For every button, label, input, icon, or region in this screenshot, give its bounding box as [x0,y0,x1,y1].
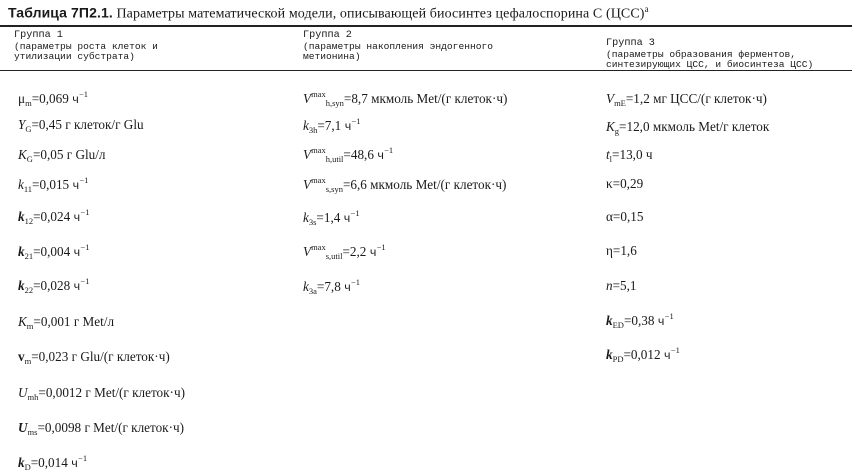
param-k-d: $k_D=0,014$ $ч^{-1}$ [18,453,88,472]
param-t-l: $t_l=13,0$ ч [606,147,653,164]
param-vmax-s-util: $V^{max}_{s,util}=2,2$ $ч^{-1}$ [303,242,386,261]
param-k-g-met: $K_g=12,0$ мкмоль Met/г клеток [606,119,770,136]
param-k-m: $K_m=0,001$ г Met/л [18,314,115,331]
param-vmax-h-syn: $V^{max}_{h,syn}=8,7$ мкмоль Met/(г клеток·ч) [303,89,508,108]
group-2-header [303,31,493,63]
param-k-pd: $k_{PD}=0,012$ $ч^{-1}$ [606,345,680,364]
param-vmax-s-syn: $V^{max}_{s,syn}=6,6$ мкмоль Met/(г клеток·ч) [303,175,507,194]
param-k3s: $k_{3s}=1,4$ $ч^{-1}$ [303,208,360,227]
param-k11: $k_{11}=0,015$ $ч^{-1}$ [18,175,89,194]
group-1-name: Группа 1 [14,30,63,41]
param-k12: $k_{12}=0,024$ $ч^{-1}$ [18,207,90,226]
group-3-desc-line2: синтезирующих ЦСС, и биосинтеза ЦСС) [606,59,814,70]
param-y-g: $Y_G=0,45$ г клеток/г Glu [18,117,144,134]
group-2-desc-line2: метионина) [303,51,361,62]
param-n: n=5,1 [606,278,637,293]
table-title [8,4,649,23]
param-k3a: $k_{3a}=7,8$ $ч^{-1}$ [303,277,361,296]
top-rule [0,25,852,27]
param-k-ed: $k_{ED}=0,38$ $ч^{-1}$ [606,311,674,330]
param-u-ms: $U_{ms}=0,0098$ г Met/(г клеток·ч) [18,420,185,437]
group-3-header [606,39,813,71]
param-eta: η=1,6 [606,243,637,258]
footnote-mark: а [644,4,649,14]
param-u-mh: $U_{mh}=0,0012$ г Met/(г клеток·ч) [18,385,185,402]
group-2-name: Группа 2 [303,30,352,41]
param-v-m: $v_m=0,023$ г Glu/(г клеток·ч) [18,349,170,366]
param-kappa: κ=0,29 [606,176,644,191]
param-k21: $k_{21}=0,004$ $ч^{-1}$ [18,242,90,261]
param-mu-m: $\mu_m=0,069$ $ч^{-1}$ [18,89,89,108]
param-k22: $k_{22}=0,028$ $ч^{-1}$ [18,276,90,295]
param-vmax-h-util: $V^{max}_{h,util}=48,6$ $ч^{-1}$ [303,145,394,164]
param-k3h: $k_{3h}=7,1$ $ч^{-1}$ [303,116,361,135]
group-1-desc-line1: (параметры роста клеток и [14,40,158,52]
group-3-desc-line1: (параметры образования ферментов, [606,48,796,60]
table-caption: Параметры математической модели, описывающей биосинтез цефалоспорина С (ЦСС) [116,6,645,22]
group-1-desc-line2: утилизации субстрата) [14,51,135,62]
group-2-desc-line1: (параметры накопления эндогенного [303,40,493,52]
group-1-header [14,31,158,63]
param-v-me: $V_{mE}=1,2$ мг ЦСС/(г клеток·ч) [606,91,767,108]
param-alpha: α=0,15 [606,209,644,224]
group-3-name: Группа 3 [606,38,655,49]
table-label: Таблица 7П2.1. [8,4,113,21]
param-k-g: $K_G=0,05$ г Glu/л [18,147,106,164]
header-rule [0,70,852,71]
